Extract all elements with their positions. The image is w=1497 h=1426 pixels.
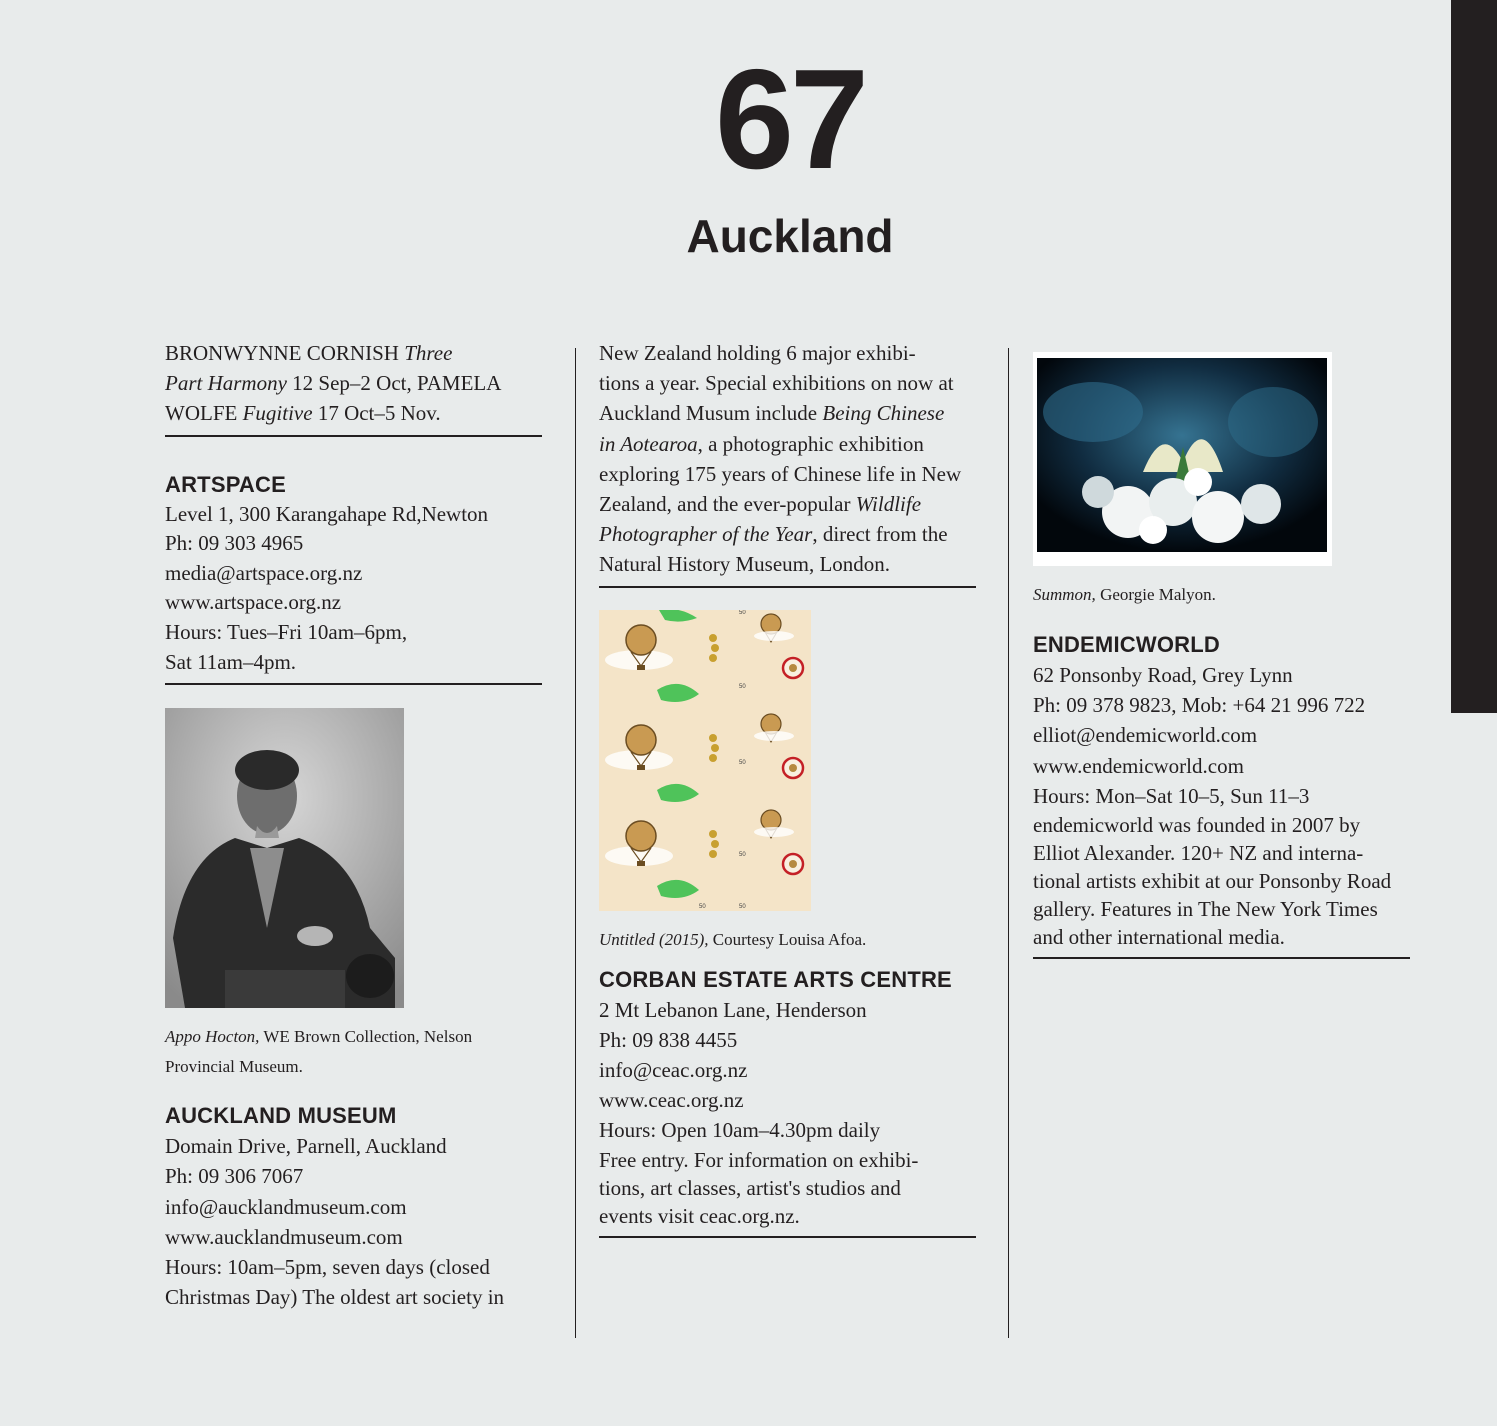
ceac-website[interactable]: www.ceac.org.nz (599, 1088, 744, 1113)
flower-photo (1033, 352, 1332, 566)
ceac-description-2: tions, art classes, artist's studios and (599, 1175, 901, 1200)
artwork-number: 50 (739, 683, 746, 690)
section-rule (599, 586, 976, 588)
column-divider-1 (575, 348, 576, 1338)
museum-description-cont: New Zealand holding 6 major exhibi- tions a year. Special exhibitions on now at Auckland Musum include Being Chinese in Aotearoa, a photographic exhibition exploring 175 years of Chinese life in New Zealand, and the ever-popular Wildlife Photographer of the Year, direct from the Natural History Museum, London. (599, 341, 962, 577)
corban-estate-heading: CORBAN ESTATE ARTS CENTRE (599, 966, 952, 992)
artspace-hours: Hours: Tues–Fri 10am–6pm, (165, 619, 408, 644)
ceac-email[interactable]: info@ceac.org.nz (599, 1058, 748, 1083)
ceac-address: 2 Mt Lebanon Lane, Henderson (599, 997, 867, 1022)
ceac-phone: Ph: 09 838 4455 (599, 1027, 738, 1052)
column-divider-2 (1008, 348, 1009, 1338)
museum-website[interactable]: www.aucklandmuseum.com (165, 1224, 403, 1249)
artwork-number: 50 (699, 903, 706, 910)
museum-description: Christmas Day) The oldest art society in (165, 1285, 505, 1310)
artspace-website[interactable]: www.artspace.org.nz (165, 590, 342, 615)
intro-listing: BRONWYNNE CORNISH Three Part Harmony 12 Sep–2 Oct, PAMELA WOLFE Fugitive 17 Oct–5 Nov. (165, 341, 502, 426)
endemic-description-5: and other international media. (1033, 925, 1285, 950)
portrait-caption: Appo Hocton, WE Brown Collection, Nelson Provincial Museum. (165, 1027, 473, 1077)
auckland-museum-details (165, 1131, 542, 1312)
endemicworld-heading: ENDEMICWORLD (1033, 632, 1220, 657)
artspace-details (165, 500, 542, 678)
endemic-website[interactable]: www.endemicworld.com (1033, 753, 1244, 778)
museum-address: Domain Drive, Parnell, Auckland (165, 1134, 447, 1159)
museum-hours: Hours: 10am–5pm, seven days (closed (165, 1254, 490, 1279)
flower-caption: Summon, Georgie Malyon. (1033, 585, 1216, 604)
artspace-email[interactable]: media@artspace.org.nz (165, 560, 363, 585)
section-rule (599, 1236, 976, 1238)
endemicworld-details (1033, 660, 1410, 951)
portrait-photo-image (165, 708, 404, 1008)
artwork-caption: Untitled (2015), Courtesy Louisa Afoa. (599, 929, 867, 949)
portrait-photo (165, 708, 404, 1008)
section-rule (1033, 957, 1410, 959)
endemic-description: endemicworld was founded in 2007 by (1033, 813, 1361, 838)
column-2 (599, 338, 976, 1238)
museum-phone: Ph: 09 306 7067 (165, 1164, 304, 1189)
page-number: 67 (715, 40, 865, 199)
column-3 (1033, 338, 1410, 959)
artwork-number: 50 (739, 759, 746, 766)
balloon-pattern-image (599, 610, 811, 911)
artspace-phone: Ph: 09 303 4965 (165, 531, 304, 556)
artwork-number: 50 (739, 609, 746, 616)
ceac-hours: Hours: Open 10am–4.30pm daily (599, 1118, 881, 1143)
auckland-museum-heading: AUCKLAND MUSEUM (165, 1103, 397, 1129)
column-1 (165, 338, 542, 1312)
endemic-address: 62 Ponsonby Road, Grey Lynn (1033, 663, 1293, 687)
endemic-hours: Hours: Mon–Sat 10–5, Sun 11–3 (1033, 783, 1310, 808)
endemic-description-4: gallery. Features in The New York Times (1033, 897, 1378, 922)
artwork-number: 50 (739, 903, 746, 910)
artspace-hours-2: Sat 11am–4pm. (165, 649, 297, 674)
endemic-phone: Ph: 09 378 9823, Mob: +64 21 996 722 (1033, 693, 1366, 718)
section-rule (165, 435, 542, 437)
section-rule (165, 683, 542, 685)
artwork-number: 50 (739, 851, 746, 858)
balloon-pattern-artwork (599, 610, 811, 911)
artspace-heading: ARTSPACE (165, 471, 286, 497)
corban-estate-details (599, 995, 976, 1230)
museum-email[interactable]: info@aucklandmuseum.com (165, 1194, 407, 1219)
endemic-description-2: Elliot Alexander. 120+ NZ and interna- (1033, 841, 1364, 866)
page-title: Auckland (686, 210, 894, 262)
endemic-description-3: tional artists exhibit at our Ponsonby Road (1033, 869, 1392, 894)
artspace-address: Level 1, 300 Karangahape Rd,Newton (165, 501, 489, 526)
endemic-email[interactable]: elliot@endemicworld.com (1033, 723, 1258, 748)
ceac-description: Free entry. For information on exhibi- (599, 1147, 919, 1172)
flower-photo-image (1033, 352, 1332, 566)
ceac-description-3: events visit ceac.org.nz. (599, 1203, 800, 1228)
